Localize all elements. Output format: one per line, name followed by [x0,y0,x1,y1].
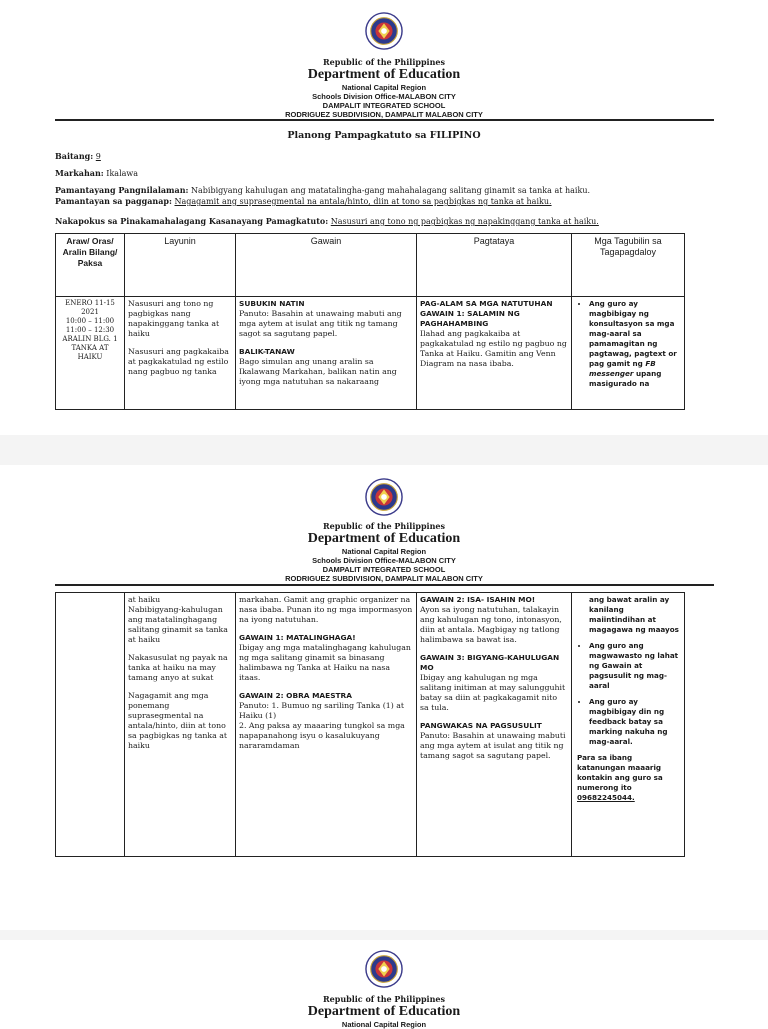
school-line: DAMPALIT INTEGRATED SCHOOL [322,565,446,574]
markahan-value: Ikalawa [106,169,139,178]
nakapokus-line [55,216,715,227]
cell-pagtataya [417,297,572,410]
pangnilalaman-label: Pamantayang Pangnilalaman: [55,185,189,195]
pangnilalaman-line [55,185,715,196]
activity-heading: GAWAIN 2: OBRA MAESTRA [239,691,352,700]
page-title: Planong Pampagkatuto sa FILIPINO [287,130,481,141]
layunin-item: Nabibigyang-kahulugan ang matatalinghagang salitang ginamit sa tanka at haiku [128,605,228,644]
cell-pagtataya [417,593,572,857]
school-line: DAMPALIT INTEGRATED SCHOOL [322,101,446,110]
activity-text: 2. Ang paksa ay maaaring tungkol sa mga napapanahong isyu o kasalukuyang nararamdaman [239,721,405,750]
fb-messenger-text: FB messenger [589,359,656,378]
layunin-item: Nakasusulat ng payak na tanka at haiku na may tamang anyo at sukat [128,653,228,682]
markahan-label: Markahan: [55,168,104,178]
table-header-row [56,234,685,297]
republic-line: Republic of the Philippines [322,994,445,1004]
header-pagtataya: Pagtataya [417,234,572,297]
cell-araw [56,593,125,857]
cell-tagubilin [572,297,685,410]
assessment-heading: GAWAIN 3: BIGYANG-KAHULUGAN MO [420,653,560,672]
contact-text: Para sa ibang katanungan maaarig kontakin ang guro sa numerong ito [577,753,663,792]
header-gawain: Gawain [236,234,417,297]
region-line: National Capital Region [341,1020,427,1029]
instruction-list [575,299,681,389]
cell-layunin [125,593,236,857]
letterhead [0,521,768,583]
pagganap-line [55,196,715,207]
header-rule [55,584,714,586]
lesson-plan-table-continued [55,592,685,857]
activity-text: markahan. Gamit ang graphic organizer na nasa ibaba. Punan ito ng mga impormasyon na iyong natutuhan. [239,595,413,624]
header-tagubilin: Mga Tagubilin sa Tagapagdaloy [572,234,685,297]
instruction-item: • Ang guro ang magwawasto ng lahat ng Gawain at pagsusulit ng mag-aaral [589,641,681,691]
nakapokus-label: Nakapokus sa Pinakamahalagang Kasanayang Pamagkatuto: [55,216,329,226]
department-name: Department of Education [307,531,461,546]
cell-tagubilin [572,593,685,857]
baitang-line [55,151,715,162]
instruction-continued: ang bawat aralin ay kanilang maiintindihan at magagawa ng maayos [589,595,679,634]
pagganap-label: Pamantayan sa pagganap: [55,196,172,206]
nakapokus-value: Nasusuri ang tono ng pagbigkas ng napakinggang tanka at haiku. [330,217,599,226]
republic-line: Republic of the Philippines [322,57,445,67]
table-row [56,297,685,410]
address-line: RODRIGUEZ SUBDIVISION, DAMPALIT MALABON CITY [285,574,483,583]
activity-heading: SUBUKIN NATIN [239,299,305,308]
assessment-text: Ibigay ang kahulugan ng mga salitang initiman at may salungguhit batay sa diin at pagkakagamit nito sa tula. [420,673,566,712]
division-line: Schools Division Office-MALABON CITY [312,556,456,565]
layunin-item: Nagagamit ang mga ponemang suprasegmental na antala/hinto, diin at tono sa pagbigkas ng tanka at haiku [128,691,228,750]
activity-heading: GAWAIN 1: MATALINGHAGA! [239,633,356,642]
markahan-line [55,168,715,179]
department-name: Department of Education [307,1004,461,1019]
deped-seal-icon [365,12,403,50]
letterhead [0,57,768,119]
layunin-continued: at haiku [128,595,161,604]
republic-line: Republic of the Philippines [322,521,445,531]
page-gap [0,930,768,940]
cell-layunin [125,297,236,410]
assessment-text: Ayon sa iyong natutuhan, talakayin ang kahulugan ng tono, intonasyon, diin at antala. Magbigay ng tatlong halimbawa sa bawat isa. [420,605,562,644]
assessment-heading: GAWAIN 2: ISA- ISAHIN MO! [420,595,536,604]
cell-araw [56,297,125,410]
activity-text: Bago simulan ang unang aralin sa Ikalawang Markahan, balikan natin ang iyong mga natutuhan sa nakaraang [239,357,397,386]
contact-note [575,753,681,803]
layunin-item: Nasusuri ang tono ng pagbigkas nang napakinggang tanka at haiku [128,299,220,338]
time-slot: 11:00 – 12:30 [65,326,115,334]
division-line: Schools Division Office-MALABON CITY [312,92,456,101]
lesson-plan-table [55,233,685,410]
activity-heading: BALIK-TANAW [239,347,295,356]
instruction-item: • Ang guro ay magbibigay din ng feedback batay sa marking nakuha ng mag-aaral. [589,697,681,747]
header-layunin: Layunin [125,234,236,297]
instruction-text: upang masigurado na [589,369,662,388]
aralin-topic: ARALIN BLG. 1 TANKA AT HAIKU [62,335,118,361]
table-row [56,593,685,857]
activity-text: Ibigay ang mga matalinghagang kahulugan ng mga salitang ginamit sa binasang halimbawa ng Tanka at Haiku na nasa itaas. [239,643,411,682]
region-line: National Capital Region [341,547,427,556]
address-line: RODRIGUEZ SUBDIVISION, DAMPALIT MALABON CITY [285,110,483,119]
activity-text: Panuto: Basahin at unawaing mabuti ang mga aytem at isulat ang titik ng tamang sagot sa sagutang papel. [239,309,402,338]
layunin-item: Nasusuri ang pagkakaiba at pagkakatulad ng estilo nang pagbuo ng tanka [128,347,229,376]
assessment-text: Panuto: Basahin at unawaing mabuti ang mga aytem at isulat ang titik ng tamang sagot sa sagutang papel. [420,731,566,760]
department-name: Department of Education [307,67,461,82]
instruction-list [575,641,681,747]
deped-seal-icon [365,950,403,988]
header-rule [55,119,714,121]
instruction-text: Ang guro ay magbibigay ng konsultasyon sa mga mag-aaral sa pamamagitan ng pagtawag, pagtext or pag gamit ng [589,299,677,368]
page-gap [0,435,768,465]
pangnilalaman-value: Nabibigyang kahulugan ang matatalingha-gang mahahalagang salitang ginamit sa tanka at haiku. [191,186,591,195]
assessment-text: Ilahad ang pagkakaiba at pagkakatulad ng estilo ng pagbuo ng Tanka at Haiku. Gamitin ang Venn Diagram na nasa ibaba. [420,329,567,368]
baitang-value: 9 [95,152,101,161]
region-line: National Capital Region [341,83,427,92]
time-slot: 10:00 – 11:00 [65,317,115,325]
assessment-heading: PAG-ALAM SA MGA NATUTUHAN GAWAIN 1: SALAMIN NG PAGHAHAMBING [420,299,553,328]
instruction-item [589,299,681,389]
pagganap-value: Nagagamit ang suprasegmental na antala/hinto, diin at tono sa pagbigkas ng tanka at haiku. [174,197,552,206]
cell-gawain [236,297,417,410]
assessment-heading: PANGWAKAS NA PAGSUSULIT [420,721,542,730]
deped-seal-icon [365,478,403,516]
activity-text: Panuto: 1. Bumuo ng sariling Tanka (1) at Haiku (1) [239,701,405,720]
baitang-label: Baitang: [55,151,94,161]
cell-gawain [236,593,417,857]
phone-number: 09682245044. [577,793,635,802]
date-range: ENERO 11-15 2021 [65,299,115,316]
header-araw: Araw/ Oras/ Aralin Bilang/ Paksa [56,234,125,297]
